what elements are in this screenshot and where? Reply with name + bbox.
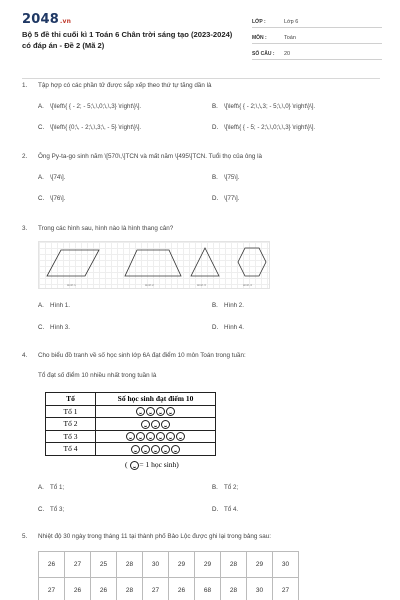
smiley-icon <box>161 420 170 429</box>
smiley-icons <box>96 430 216 443</box>
smiley-icon <box>156 407 165 416</box>
question-1 <box>22 81 382 131</box>
question-subtext: Tổ đạt số điểm 10 nhiều nhất trong tuần là <box>38 372 157 379</box>
table-cell: 29 <box>195 552 221 578</box>
meta-subject-row <box>252 30 382 44</box>
option-d[interactable]: D. Tổ 4. <box>212 506 239 513</box>
triangle-shape <box>191 248 219 276</box>
group-label: Tổ 3 <box>46 430 96 443</box>
table-cell: 28 <box>221 552 247 578</box>
smiley-icon <box>171 445 180 454</box>
header-divider <box>22 78 380 79</box>
question-text: Nhiệt độ 30 ngày trong tháng 11 tại thành phố Bảo Lộc được ghi lại trong bảng sau: <box>38 533 271 540</box>
question-2 <box>22 152 382 202</box>
table-row <box>39 552 299 578</box>
table-cell: 28 <box>117 552 143 578</box>
smiley-icon <box>161 445 170 454</box>
figure-caption-3: Hình 3 <box>197 283 206 287</box>
group-label: Tổ 1 <box>46 405 96 418</box>
meta-info <box>252 14 382 62</box>
logo-suffix: .vn <box>59 18 72 25</box>
question-number: 4. <box>22 352 28 359</box>
question-4 <box>22 351 382 380</box>
smiley-icon <box>131 445 140 454</box>
meta-count-row <box>252 46 382 60</box>
table-cell: 27 <box>39 578 65 600</box>
logo-main: 2048 <box>22 12 59 27</box>
table-cell: 27 <box>143 578 169 600</box>
pictograph-header-group: Tổ <box>46 393 96 406</box>
temperature-table <box>38 551 299 600</box>
question-3 <box>22 224 382 233</box>
smiley-icon <box>166 432 175 441</box>
table-cell: 29 <box>169 552 195 578</box>
smiley-icon <box>151 445 160 454</box>
document-title: Bộ 5 đề thi cuối kì 1 Toán 6 Chân trời sáng tạo (2023-2024) có đáp án - Đề 2 (Mã 2) <box>22 30 233 50</box>
meta-class-row <box>252 14 382 28</box>
smiley-icon <box>176 432 185 441</box>
option-c[interactable]: C. \[76\]. <box>38 195 66 202</box>
table-cell: 25 <box>91 552 117 578</box>
smiley-icons <box>96 405 216 418</box>
option-a[interactable]: A. Tổ 1; <box>38 484 65 491</box>
smiley-icon <box>151 420 160 429</box>
smiley-icon <box>146 432 155 441</box>
question-number: 5. <box>22 533 28 540</box>
pictograph-table <box>45 392 216 456</box>
table-cell: 28 <box>117 578 143 600</box>
meta-class-value: Lớp 6 <box>284 19 299 25</box>
table-row <box>39 578 299 600</box>
smiley-icon <box>141 420 150 429</box>
figure-caption-2: Hình 2 <box>145 283 154 287</box>
option-d[interactable]: D. Hình 4. <box>212 324 244 331</box>
table-cell: 30 <box>247 578 273 600</box>
site-logo[interactable] <box>22 12 71 27</box>
smiley-icon <box>146 407 155 416</box>
group-label: Tổ 4 <box>46 443 96 456</box>
option-a[interactable]: A. Hình 1. <box>38 302 70 309</box>
table-cell: 29 <box>247 552 273 578</box>
table-cell: 28 <box>221 578 247 600</box>
table-row <box>46 405 216 418</box>
smiley-icon <box>136 407 145 416</box>
option-d[interactable]: D. \[77\]. <box>212 195 240 202</box>
option-c[interactable]: C. Hình 3. <box>38 324 70 331</box>
question-number: 2. <box>22 153 28 160</box>
meta-count-value: 20 <box>284 51 291 57</box>
hexagon-shape <box>238 248 266 276</box>
meta-subject-label: MÔN : <box>252 35 267 41</box>
option-a[interactable]: A. \[\left\{ { - 2; - 5;\,\,0;\,\,3} \right\}\]. <box>38 103 142 110</box>
option-c[interactable]: C. \[\left\{ {0;\, - 2;\,\,3;\, - 5} \right\}\]. <box>38 124 142 131</box>
document-header <box>0 0 400 72</box>
table-cell: 26 <box>65 578 91 600</box>
smiley-icon <box>156 432 165 441</box>
smiley-icon <box>136 432 145 441</box>
table-cell: 30 <box>273 552 299 578</box>
option-a[interactable]: A. \[74\]. <box>38 174 66 181</box>
table-row <box>46 418 216 431</box>
table-cell: 26 <box>39 552 65 578</box>
figure-caption-1: Hình 1 <box>67 283 76 287</box>
meta-class-label: LỚP : <box>252 19 266 25</box>
option-d[interactable]: D. \[\left\{ { - 5; - 2;\,\,0;\,\,3} \right\}\]. <box>212 124 316 131</box>
smiley-icon <box>141 445 150 454</box>
smiley-icon <box>126 432 135 441</box>
option-c[interactable]: C. Tổ 3; <box>38 506 65 513</box>
question-5 <box>22 532 382 541</box>
table-row <box>46 443 216 456</box>
smiley-icons <box>96 443 216 456</box>
table-cell: 26 <box>91 578 117 600</box>
table-cell: 27 <box>65 552 91 578</box>
question-text: Ông Py-ta-go sinh năm \[570\,\]TCN và mất năm \[495\]TCN. Tuổi thọ của ông là <box>38 153 262 160</box>
smiley-icon <box>166 407 175 416</box>
question-text: Cho biểu đồ tranh về số học sinh lớp 6A đạt điểm 10 môn Toán trong tuần: <box>38 352 246 359</box>
question-text: Trong các hình sau, hình nào là hình thang cân? <box>38 225 174 232</box>
table-cell: 27 <box>273 578 299 600</box>
trapezoid-shape <box>125 250 181 276</box>
shapes-figure <box>38 241 270 289</box>
table-cell: 30 <box>143 552 169 578</box>
option-b[interactable]: B. Hình 2. <box>212 302 244 309</box>
table-cell: 68 <box>195 578 221 600</box>
parallelogram-shape <box>47 250 99 276</box>
group-label: Tổ 2 <box>46 418 96 431</box>
smiley-icons <box>96 418 216 431</box>
smiley-icon <box>130 461 139 470</box>
question-text: Tập hợp có các phần tử được sắp xếp theo thứ tự tăng dần là <box>38 82 212 89</box>
question-number: 3. <box>22 225 28 232</box>
question-number: 1. <box>22 82 28 89</box>
meta-count-label: SỐ CÂU : <box>252 51 275 57</box>
pictograph-legend: ( = 1 học sinh) <box>125 460 179 469</box>
option-b[interactable]: B. \[75\]. <box>212 174 240 181</box>
table-cell: 26 <box>169 578 195 600</box>
figure-caption-4: Hình 4 <box>243 283 252 287</box>
option-b[interactable]: B. \[\left\{ { - 2;\,\,3; - 5;\,\,0} \right\}\]. <box>212 103 316 110</box>
pictograph-header-count: Số học sinh đạt điểm 10 <box>96 393 216 406</box>
meta-subject-value: Toán <box>284 35 296 41</box>
table-row <box>46 430 216 443</box>
option-b[interactable]: B. Tổ 2; <box>212 484 239 491</box>
